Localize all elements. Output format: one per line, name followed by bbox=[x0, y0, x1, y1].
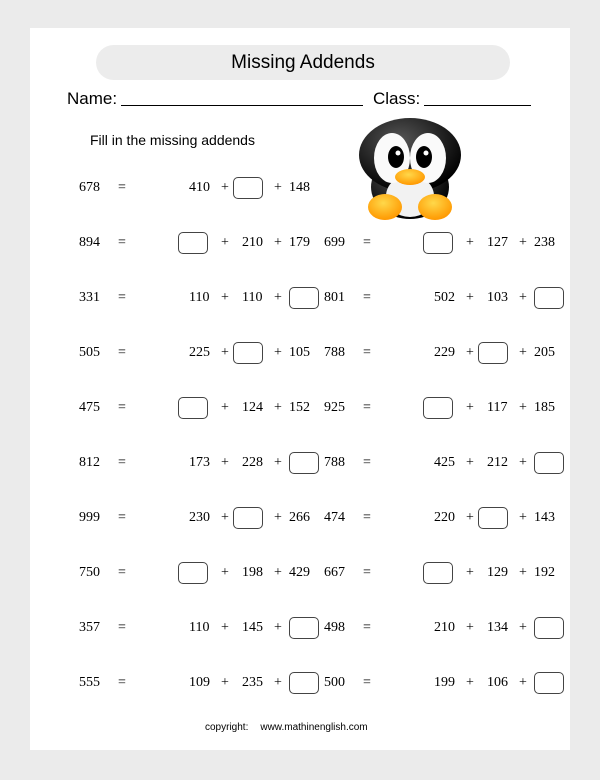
plus-sign: + bbox=[519, 400, 527, 415]
instructions: Fill in the missing addends bbox=[90, 132, 255, 148]
plus-sign: + bbox=[274, 180, 282, 195]
problem-row bbox=[79, 397, 310, 421]
problem-sum: 331 bbox=[79, 290, 100, 305]
equals-sign: = bbox=[118, 180, 126, 195]
addend: 152 bbox=[289, 400, 310, 415]
problem-row bbox=[324, 452, 534, 476]
addend: 225 bbox=[189, 345, 210, 360]
answer-box[interactable] bbox=[534, 617, 564, 639]
addend: 110 bbox=[242, 290, 263, 305]
plus-sign: + bbox=[466, 510, 474, 525]
equals-sign: = bbox=[118, 675, 126, 690]
problem-row bbox=[324, 672, 534, 696]
problem-row bbox=[324, 232, 555, 256]
equals-sign: = bbox=[363, 620, 371, 635]
plus-sign: + bbox=[274, 400, 282, 415]
answer-box[interactable] bbox=[233, 507, 263, 529]
addend: 148 bbox=[289, 180, 310, 195]
name-field[interactable] bbox=[121, 105, 363, 106]
answer-box[interactable] bbox=[423, 397, 453, 419]
plus-sign: + bbox=[274, 235, 282, 250]
addend: 103 bbox=[487, 290, 508, 305]
plus-sign: + bbox=[221, 400, 229, 415]
problem-sum: 750 bbox=[79, 565, 100, 580]
addend: 238 bbox=[534, 235, 555, 250]
answer-box[interactable] bbox=[423, 562, 453, 584]
equals-sign: = bbox=[118, 290, 126, 305]
answer-box[interactable] bbox=[178, 562, 208, 584]
copyright-label: copyright: bbox=[205, 722, 249, 733]
addend: 106 bbox=[487, 675, 508, 690]
problem-sum: 999 bbox=[79, 510, 100, 525]
class-label: Class: bbox=[373, 89, 421, 108]
addend: 134 bbox=[487, 620, 508, 635]
equals-sign: = bbox=[363, 510, 371, 525]
problem-sum: 357 bbox=[79, 620, 100, 635]
problem-sum: 812 bbox=[79, 455, 100, 470]
addend: 109 bbox=[189, 675, 210, 690]
plus-sign: + bbox=[221, 565, 229, 580]
problem-row bbox=[324, 287, 534, 311]
addend: 143 bbox=[534, 510, 555, 525]
plus-sign: + bbox=[519, 345, 527, 360]
plus-sign: + bbox=[519, 455, 527, 470]
addend: 105 bbox=[289, 345, 310, 360]
answer-box[interactable] bbox=[178, 397, 208, 419]
equals-sign: = bbox=[118, 345, 126, 360]
addend: 110 bbox=[189, 290, 210, 305]
answer-box[interactable] bbox=[289, 452, 319, 474]
plus-sign: + bbox=[221, 510, 229, 525]
equals-sign: = bbox=[363, 400, 371, 415]
plus-sign: + bbox=[519, 510, 527, 525]
plus-sign: + bbox=[466, 290, 474, 305]
addend: 127 bbox=[487, 235, 508, 250]
problem-row bbox=[79, 177, 310, 201]
plus-sign: + bbox=[466, 620, 474, 635]
problem-sum: 788 bbox=[324, 345, 345, 360]
problem-row bbox=[324, 342, 555, 366]
equals-sign: = bbox=[118, 455, 126, 470]
addend: 192 bbox=[534, 565, 555, 580]
plus-sign: + bbox=[519, 620, 527, 635]
problem-row bbox=[79, 232, 310, 256]
plus-sign: + bbox=[466, 565, 474, 580]
plus-sign: + bbox=[274, 455, 282, 470]
problem-row bbox=[324, 562, 555, 586]
answer-box[interactable] bbox=[289, 617, 319, 639]
addend: 210 bbox=[434, 620, 455, 635]
equals-sign: = bbox=[118, 620, 126, 635]
addend: 173 bbox=[189, 455, 210, 470]
addend: 229 bbox=[434, 345, 455, 360]
addend: 199 bbox=[434, 675, 455, 690]
problem-sum: 474 bbox=[324, 510, 345, 525]
plus-sign: + bbox=[466, 345, 474, 360]
plus-sign: + bbox=[274, 345, 282, 360]
answer-box[interactable] bbox=[534, 287, 564, 309]
problem-row bbox=[79, 562, 310, 586]
addend: 410 bbox=[189, 180, 210, 195]
addend: 212 bbox=[487, 455, 508, 470]
equals-sign: = bbox=[363, 235, 371, 250]
plus-sign: + bbox=[466, 400, 474, 415]
addend: 220 bbox=[434, 510, 455, 525]
answer-box[interactable] bbox=[233, 342, 263, 364]
problem-sum: 678 bbox=[79, 180, 100, 195]
answer-box[interactable] bbox=[478, 507, 508, 529]
problem-row bbox=[79, 507, 310, 531]
plus-sign: + bbox=[519, 235, 527, 250]
answer-box[interactable] bbox=[289, 672, 319, 694]
addend: 235 bbox=[242, 675, 263, 690]
plus-sign: + bbox=[274, 510, 282, 525]
problem-sum: 500 bbox=[324, 675, 345, 690]
problem-row bbox=[324, 397, 555, 421]
worksheet bbox=[30, 28, 570, 750]
name-label: Name: bbox=[67, 89, 118, 108]
problem-row bbox=[79, 287, 289, 311]
equals-sign: = bbox=[363, 290, 371, 305]
plus-sign: + bbox=[221, 455, 229, 470]
answer-box[interactable] bbox=[534, 452, 564, 474]
addend: 145 bbox=[242, 620, 263, 635]
addend: 129 bbox=[487, 565, 508, 580]
answer-box[interactable] bbox=[534, 672, 564, 694]
plus-sign: + bbox=[519, 565, 527, 580]
addend: 117 bbox=[487, 400, 508, 415]
equals-sign: = bbox=[118, 400, 126, 415]
plus-sign: + bbox=[466, 675, 474, 690]
addend: 230 bbox=[189, 510, 210, 525]
plus-sign: + bbox=[221, 620, 229, 635]
plus-sign: + bbox=[274, 620, 282, 635]
answer-box[interactable] bbox=[233, 177, 263, 199]
equals-sign: = bbox=[118, 565, 126, 580]
plus-sign: + bbox=[466, 455, 474, 470]
problem-row bbox=[79, 452, 289, 476]
problem-row bbox=[79, 617, 289, 641]
plus-sign: + bbox=[221, 345, 229, 360]
plus-sign: + bbox=[466, 235, 474, 250]
problem-sum: 801 bbox=[324, 290, 345, 305]
addend: 228 bbox=[242, 455, 263, 470]
equals-sign: = bbox=[363, 345, 371, 360]
copyright-site: www.mathinenglish.com bbox=[260, 722, 368, 733]
problem-sum: 667 bbox=[324, 565, 345, 580]
addend: 429 bbox=[289, 565, 310, 580]
answer-box[interactable] bbox=[289, 287, 319, 309]
plus-sign: + bbox=[221, 180, 229, 195]
plus-sign: + bbox=[221, 675, 229, 690]
plus-sign: + bbox=[274, 565, 282, 580]
plus-sign: + bbox=[221, 235, 229, 250]
problem-sum: 475 bbox=[79, 400, 100, 415]
addend: 205 bbox=[534, 345, 555, 360]
worksheet-title bbox=[96, 45, 510, 80]
problem-sum: 555 bbox=[79, 675, 100, 690]
plus-sign: + bbox=[274, 675, 282, 690]
class-field[interactable] bbox=[424, 105, 531, 106]
equals-sign: = bbox=[363, 565, 371, 580]
plus-sign: + bbox=[221, 290, 229, 305]
plus-sign: + bbox=[519, 675, 527, 690]
addend: 210 bbox=[242, 235, 263, 250]
plus-sign: + bbox=[274, 290, 282, 305]
answer-box[interactable] bbox=[423, 232, 453, 254]
answer-box[interactable] bbox=[178, 232, 208, 254]
penguin-icon bbox=[357, 116, 463, 222]
addend: 198 bbox=[242, 565, 263, 580]
addend: 185 bbox=[534, 400, 555, 415]
problem-row bbox=[79, 342, 310, 366]
equals-sign: = bbox=[118, 235, 126, 250]
problem-sum: 925 bbox=[324, 400, 345, 415]
problem-sum: 699 bbox=[324, 235, 345, 250]
addend: 266 bbox=[289, 510, 310, 525]
problem-sum: 505 bbox=[79, 345, 100, 360]
title-text: Missing Addends bbox=[231, 51, 375, 73]
equals-sign: = bbox=[363, 675, 371, 690]
problem-row bbox=[324, 507, 555, 531]
addend: 425 bbox=[434, 455, 455, 470]
equals-sign: = bbox=[118, 510, 126, 525]
addend: 179 bbox=[289, 235, 310, 250]
copyright-footer bbox=[205, 722, 368, 733]
problem-row bbox=[324, 617, 534, 641]
problem-sum: 788 bbox=[324, 455, 345, 470]
problem-sum: 498 bbox=[324, 620, 345, 635]
addend: 502 bbox=[434, 290, 455, 305]
addend: 124 bbox=[242, 400, 263, 415]
answer-box[interactable] bbox=[478, 342, 508, 364]
problem-row bbox=[79, 672, 289, 696]
problem-sum: 894 bbox=[79, 235, 100, 250]
equals-sign: = bbox=[363, 455, 371, 470]
plus-sign: + bbox=[519, 290, 527, 305]
addend: 110 bbox=[189, 620, 210, 635]
